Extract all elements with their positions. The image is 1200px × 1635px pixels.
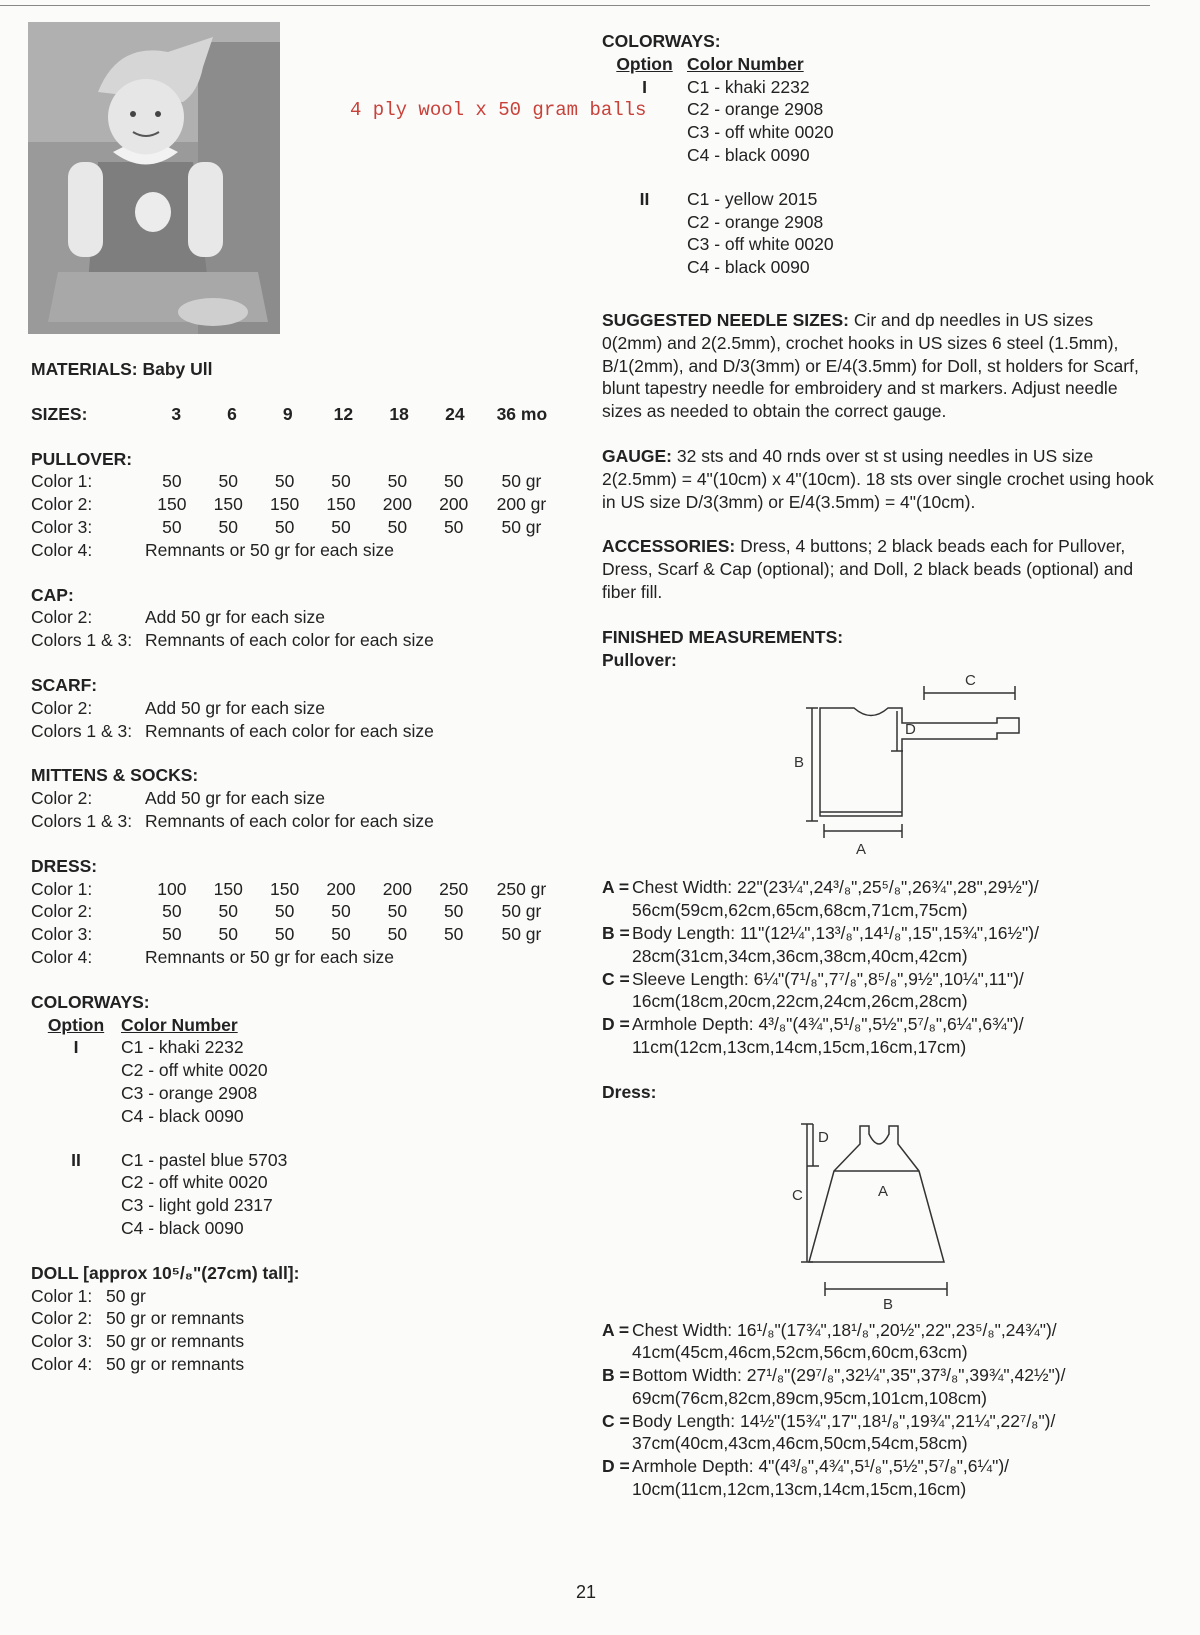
cell: 150 [326, 494, 356, 515]
color-entry: C2 - off white 0020 [121, 1060, 268, 1081]
list-item [602, 121, 1154, 144]
diagram-label-a: A [878, 1182, 889, 1200]
list-item [31, 1171, 561, 1194]
row-text: Add 50 gr for each size [145, 607, 325, 628]
diagram-label-c: C [965, 672, 976, 690]
option-label: II [71, 1149, 81, 1170]
scarf-title: SCARF: [31, 674, 98, 695]
color-entry: C3 - orange 2908 [121, 1082, 258, 1103]
row-label: Color 2: [31, 607, 93, 628]
measurement-item [602, 1364, 1154, 1410]
table-row [31, 470, 561, 493]
colorways-header [602, 53, 1154, 76]
accessories-label: ACCESSORIES: [602, 536, 736, 557]
list-item [31, 1307, 561, 1330]
size-cell: 36 mo [496, 403, 548, 424]
cell: 50 [331, 924, 351, 945]
cap-title: CAP: [31, 584, 74, 605]
cell: 50 [387, 516, 408, 537]
row-label: Color 2: [31, 901, 93, 922]
table-row [31, 516, 561, 539]
table-row [31, 900, 561, 923]
pullover-title: PULLOVER: [31, 448, 133, 469]
row-text: 50 gr or remnants [106, 1331, 245, 1352]
cell: 50 [274, 471, 295, 492]
cell: 150 [213, 878, 243, 899]
measurement-key: A = [602, 877, 630, 898]
cell: 50 [218, 516, 238, 537]
row-text: Add 50 gr for each size [145, 788, 325, 809]
measurement-item [602, 922, 1154, 968]
cell: 50 [331, 471, 351, 492]
sizes-row [31, 403, 561, 426]
cell: 50 [443, 471, 464, 492]
cell: 150 [270, 878, 300, 899]
cell: 50 [331, 901, 351, 922]
color-entry: C3 - off white 0020 [687, 122, 834, 143]
gauge-label: GAUGE: [602, 445, 672, 466]
colorways-left [31, 991, 561, 1240]
scarf-section [31, 674, 561, 742]
colorways-title: COLORWAYS: [602, 31, 721, 51]
cell: 50 [443, 901, 464, 922]
measurement-value: Body Length: 14½"(15¾",17",18¹/₈",19¾",21¼",22⁷/₈")/ 37cm(40cm,43cm,46cm,50cm,54cm,58cm) [632, 1410, 1056, 1454]
cell: 50 [274, 516, 295, 537]
row-label: Color 3: [31, 1331, 93, 1352]
row-label: Color 4: [31, 1353, 93, 1374]
list-item [602, 98, 1154, 121]
color-entry: C2 - off white 0020 [121, 1172, 268, 1193]
cell: 50 [443, 516, 464, 537]
measurement-value: Body Length: 11"(12¼",13³/₈",14¹/₈",15",15¾",16½")/ 28cm(31cm,34cm,36cm,38cm,40cm,42cm) [632, 922, 1039, 966]
measurement-value: Armhole Depth: 4"(4³/₈",4¾",5¹/₈",5½",5⁷/₈",6¼")/ 10cm(11cm,12cm,13cm,14cm,15cm,16cm) [632, 1456, 1010, 1500]
list-item [31, 629, 561, 652]
pullover-label: Pullover: [602, 649, 677, 670]
measurement-key: A = [602, 1319, 630, 1340]
cell: 50 [387, 471, 408, 492]
measurement-item [602, 1013, 1154, 1059]
cell: 200 gr [496, 494, 547, 515]
list-item [31, 1082, 561, 1105]
measurement-item [602, 1410, 1154, 1456]
materials-value: Baby Ull [142, 359, 213, 379]
list-item [602, 256, 1154, 279]
color-entry: C2 - orange 2908 [687, 99, 824, 120]
color-entry: C3 - off white 0020 [687, 234, 834, 255]
measurement-key: B = [602, 922, 630, 943]
cell: 50 [162, 471, 182, 492]
colorways-title: COLORWAYS: [31, 991, 150, 1012]
row-text: 50 gr [106, 1285, 146, 1306]
row-label: Color 3: [31, 516, 93, 537]
gauge-text: 32 sts and 40 rnds over st st using needles in US size 2(2.5mm) = 4"(10cm) x 4"(10cm). 18 sts over single crochet using hook in US size D/3(3mm) or E/4(3.5mm) = 4"(10cm). [602, 445, 1154, 512]
list-item [31, 720, 561, 743]
measurement-item [602, 1319, 1154, 1365]
cell: 100 [157, 878, 187, 899]
size-cell: 9 [282, 403, 293, 424]
option-label: II [639, 188, 650, 209]
color-entry: C4 - black 0090 [687, 144, 810, 165]
doll-title: DOLL [approx 10⁵/₈"(27cm) tall]: [31, 1262, 300, 1283]
measurement-item [602, 968, 1154, 1014]
list-item [31, 1036, 561, 1059]
cell: 200 [439, 494, 469, 515]
measurement-key: D = [602, 1456, 630, 1477]
list-item [31, 1330, 561, 1353]
accessories [602, 535, 1154, 603]
cell: 50 gr [501, 516, 542, 537]
cell: 50 [162, 901, 182, 922]
color-entry: C1 - pastel blue 5703 [121, 1149, 288, 1170]
measurement-value: Bottom Width: 27¹/₈"(29⁷/₈",32¼",35",37³/₈",39¾",42½")/ 69cm(76cm,82cm,89cm,95cm,101cm,108cm) [632, 1365, 1066, 1408]
row-text: Remnants of each color for each size [145, 720, 434, 741]
needle-sizes [602, 309, 1154, 423]
row-label: Color 2: [31, 788, 93, 809]
color-entry: C4 - black 0090 [687, 257, 810, 278]
measurement-value: Chest Width: 22"(23¼",24³/₈",25⁵/₈",26¾",28",29½")/ 56cm(59cm,62cm,65cm,68cm,71cm,75cm) [632, 877, 1039, 921]
cell: 150 [270, 494, 300, 515]
pullover-measurements [602, 876, 1154, 1058]
list-item [31, 606, 561, 629]
cell: 50 [162, 516, 182, 537]
cell: 50 [162, 924, 182, 945]
color-entry: C2 - orange 2908 [687, 211, 824, 232]
cell: 200 [382, 494, 412, 515]
row-label: Color 1: [31, 1285, 93, 1306]
table-row [31, 946, 561, 969]
diagram-label-d: D [818, 1128, 829, 1146]
list-item [31, 1353, 561, 1376]
gauge [602, 445, 1154, 513]
cell: 50 [443, 924, 464, 945]
pullover-section [31, 448, 561, 562]
cell: 200 [382, 878, 412, 899]
size-cell: 12 [333, 403, 354, 424]
row-text: 50 gr or remnants [106, 1308, 245, 1329]
needles-label: SUGGESTED NEEDLE SIZES: [602, 309, 849, 330]
needles-text: Cir and dp needles in US sizes 0(2mm) and 2(2.5mm), crochet hooks in US sizes 6 steel (1.5mm), B/1(2mm), and D/3(3mm) or E/4(3.5mm) for Doll, st holders for Scarf, blunt tapestry needle for embroidery and st markers. Adjust needle sizes as needed to obtain the correct gauge. [602, 309, 1139, 422]
row-text: Remnants or 50 gr for each size [145, 946, 395, 967]
table-row [31, 923, 561, 946]
cell: 250 gr [496, 878, 547, 899]
list-item [602, 144, 1154, 167]
cell: 50 gr [501, 471, 542, 492]
left-column [31, 358, 561, 1376]
cell: 50 [331, 516, 351, 537]
cell: 50 [218, 924, 238, 945]
dress-label: Dress: [602, 1081, 657, 1102]
cell: 50 gr [501, 924, 542, 945]
measurement-value: Sleeve Length: 6¼"(7¹/₈",7⁷/₈",8⁵/₈",9½",10¼",11")/ 16cm(18cm,20cm,22cm,24cm,26cm,28cm) [632, 968, 1024, 1012]
table-row [31, 539, 561, 562]
row-label: Color 2: [31, 697, 93, 718]
page-number: 21 [576, 1582, 597, 1602]
top-rule [0, 5, 1150, 6]
list-item [31, 810, 561, 833]
sizes-label: SIZES: [31, 403, 88, 424]
cell: 50 [274, 924, 295, 945]
right-column [602, 30, 1154, 1501]
list-item [602, 76, 1154, 99]
row-label: Colors 1 & 3: [31, 630, 133, 651]
color-entry: C1 - khaki 2232 [121, 1037, 244, 1058]
measurement-key: B = [602, 1365, 630, 1386]
diagram-label-b: B [883, 1295, 894, 1313]
dress-diagram [602, 1104, 1154, 1319]
cell: 50 [218, 901, 238, 922]
option-label: I [73, 1037, 79, 1058]
diagram-label-b: B [794, 754, 805, 772]
size-cell: 18 [389, 403, 409, 424]
list-item [31, 1059, 561, 1082]
list-item [31, 1285, 561, 1308]
pullover-diagram [602, 671, 1154, 876]
dress-title: DRESS: [31, 855, 98, 876]
table-row [31, 493, 561, 516]
list-item [31, 1149, 561, 1172]
cell: 200 [326, 878, 356, 899]
doll-section [31, 1262, 561, 1376]
color-entry: C4 - black 0090 [121, 1217, 244, 1238]
handwritten-note: 4 ply wool x 50 gram balls [350, 99, 647, 121]
measurement-key: C = [602, 1410, 630, 1431]
color-entry: C4 - black 0090 [121, 1105, 244, 1126]
materials-line [31, 358, 561, 381]
dress-measurements [602, 1319, 1154, 1501]
measurement-item [602, 1455, 1154, 1501]
mittens-title: MITTENS & SOCKS: [31, 765, 199, 786]
baby-photo [28, 22, 280, 334]
row-text: Remnants or 50 gr for each size [145, 539, 395, 560]
list-item [602, 211, 1154, 234]
row-label: Color 3: [31, 924, 93, 945]
finished-measurements [602, 626, 1154, 672]
cell: 150 [157, 494, 187, 515]
dress-section [31, 855, 561, 969]
color-number-header: Color Number [687, 53, 804, 74]
diagram-label-a: A [856, 841, 867, 859]
row-label: Colors 1 & 3: [31, 810, 133, 831]
row-text: 50 gr or remnants [106, 1353, 245, 1374]
row-text: Add 50 gr for each size [145, 697, 325, 718]
measurement-value: Armhole Depth: 4³/₈"(4¾",5¹/₈",5½",5⁷/₈",6¼",6¾")/ 11cm(12cm,13cm,14cm,15cm,16cm,17cm) [632, 1014, 1024, 1057]
cell: 50 [274, 901, 295, 922]
option-label: I [642, 76, 647, 97]
size-cell: 3 [171, 403, 182, 424]
cell: 50 [387, 924, 408, 945]
colorways-right [602, 30, 1154, 279]
list-item [602, 188, 1154, 211]
measurement-item [602, 876, 1154, 922]
list-item [31, 787, 561, 810]
row-label: Color 2: [31, 494, 93, 515]
cell: 50 [218, 471, 238, 492]
row-label: Color 1: [31, 471, 93, 492]
color-entry: C3 - light gold 2317 [121, 1195, 273, 1216]
option-header: Option [47, 1014, 105, 1035]
colorways-header [31, 1014, 561, 1037]
list-item [31, 1194, 561, 1217]
cell: 50 [387, 901, 408, 922]
mittens-section [31, 764, 561, 832]
accessories-text: Dress, 4 buttons; 2 black beads each for Pullover, Dress, Scarf & Cap (optional); and Doll, 2 black beads (optional) and fiber fill. [602, 536, 1134, 602]
row-label: Color 4: [31, 539, 93, 560]
row-text: Remnants of each color for each size [145, 810, 434, 831]
cell: 250 [439, 878, 469, 899]
table-row [31, 878, 561, 901]
measurement-value: Chest Width: 16¹/₈"(17¾",18¹/₈",20½",22",23⁵/₈",24¾")/ 41cm(45cm,46cm,52cm,56cm,60cm,63cm) [632, 1319, 1057, 1363]
list-item [31, 1217, 561, 1240]
list-item [31, 1105, 561, 1128]
cap-section [31, 584, 561, 652]
list-item [31, 697, 561, 720]
row-label: Color 4: [31, 946, 93, 967]
diagram-label-d: D [905, 721, 916, 739]
list-item [602, 233, 1154, 256]
size-cell: 24 [445, 403, 465, 424]
color-number-header: Color Number [121, 1014, 238, 1035]
measurement-key: D = [602, 1014, 630, 1035]
materials-label: MATERIALS: [31, 359, 138, 379]
row-label: Color 1: [31, 878, 93, 899]
cell: 150 [213, 494, 243, 515]
row-label: Colors 1 & 3: [31, 720, 133, 741]
option-header: Option [616, 53, 673, 74]
cell: 50 gr [501, 901, 542, 922]
finished-title: FINISHED MEASUREMENTS: [602, 626, 844, 647]
diagram-label-c: C [792, 1186, 803, 1204]
measurement-key: C = [602, 968, 630, 989]
size-cell: 6 [227, 403, 237, 424]
color-entry: C1 - khaki 2232 [687, 76, 810, 97]
color-entry: C1 - yellow 2015 [687, 188, 818, 209]
row-label: Color 2: [31, 1308, 93, 1329]
row-text: Remnants of each color for each size [145, 630, 434, 651]
